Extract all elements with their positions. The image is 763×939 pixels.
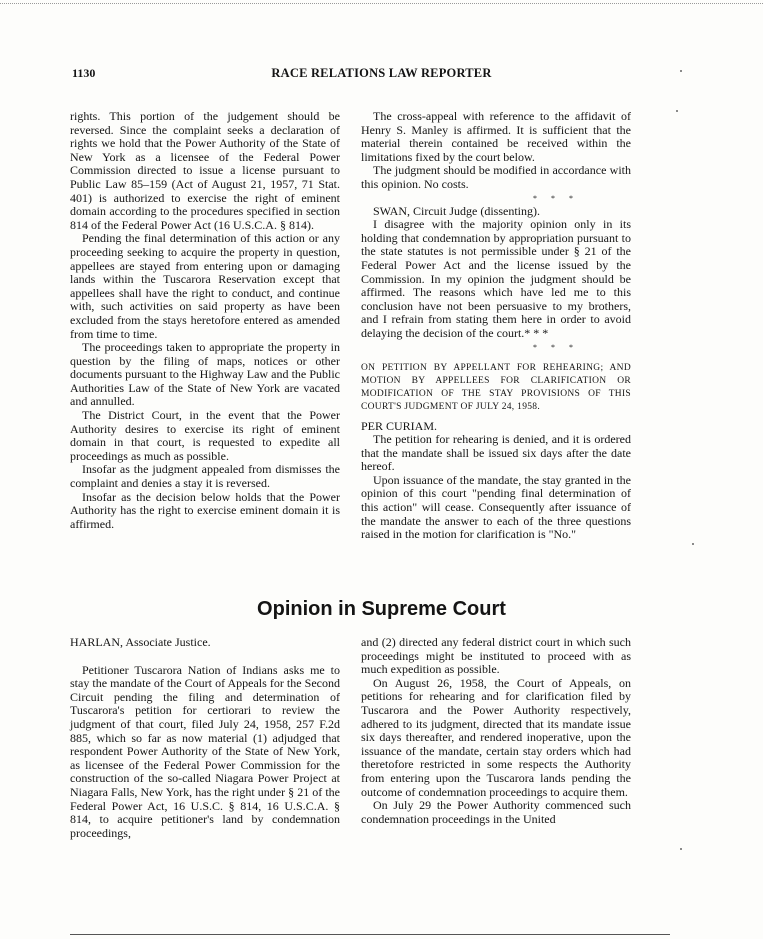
paragraph: and (2) directed any federal district court in which such proceedings might be instituted to proceed with as much expedition as possible. [361, 635, 631, 677]
scan-speck [676, 110, 678, 112]
author-line: HARLAN, Associate Justice. [70, 635, 211, 649]
lower-left-column [70, 636, 340, 840]
upper-left-column [70, 110, 340, 531]
paragraph: Petitioner Tuscarora Nation of Indians asks me to stay the mandate of the Court of Appeals for the Second Circuit pending the filing and determination of Tuscarora's petition for certiorari to review the judgment of that court, filed July 24, 1958, 257 F.2d 885, which so far as now material (1) adjudged that respondent Power Authority of the State of New York, as licensee of the Federal Power Commission for the construction of the so-called Niagara Power Project at Niagara Falls, New York, has the right under § 21 of the Federal Power Act, 16 U.S.C. § 814, 16 U.S.C.A. § 814, to acquire petitioner's land by condemnation proceedings, [70, 662, 340, 840]
paragraph: Insofar as the judgment appealed from dismisses the complaint and denies a stay it is reversed. [70, 462, 340, 491]
paragraph: On July 29 the Power Authority commenced such condemnation proceedings in the United [361, 798, 631, 826]
paragraph: Upon issuance of the mandate, the stay granted in the opinion of this court "pending final determination of this action" will cease. Consequently after issuance of the mandate the answer to each of the three questions raised in the motion for clarification is "No." [361, 472, 631, 542]
page-number: 1130 [72, 66, 96, 80]
lower-right-column [361, 636, 631, 826]
scan-speck [680, 70, 682, 72]
paragraph: The cross-appeal with reference to the affidavit of Henry S. Manley is affirmed. It is sufficient that the material therein contained be received within the limitations fixed by the court below. [361, 109, 631, 164]
paragraph: rights. This portion of the judgement should be reversed. Since the complaint seeks a declaration of rights we hold that the Power Authority of the State of New York as a licensee of the Federal Power Commission directed to issue a license pursuant to Public Law 85–159 (Act of August 21, 1957, 71 Stat. 401) is authorized to exercise the right of eminent domain according to the procedures specified in section 814 of the Federal Power Act (16 U.S.C.A. § 814). [70, 109, 340, 232]
upper-right-column [361, 110, 631, 542]
paragraph: The petition for rehearing is denied, and it is ordered that the mandate shall be issued six days after the date hereof. [361, 432, 631, 474]
paragraph: Pending the final determination of this action or any proceeding seeking to acquire the property in question, appellees are stayed from entering upon or damaging lands within the Tuscarora Reservation except that appellees shall have the right to conduct, and continue with, such activities on said property as have been excluded from the stays heretofore entered as amended from time to time. [70, 231, 340, 341]
paragraph: Insofar as the decision below holds that the Power Authority has the right to exercise eminent domain it is affirmed. [70, 489, 340, 531]
section-title: Opinion in Supreme Court [257, 598, 506, 620]
running-title: RACE RELATIONS LAW REPORTER [271, 66, 492, 80]
paragraph: On August 26, 1958, the Court of Appeals, on petitions for rehearing and for clarification filed by Tuscarora and the Power Authority respectively, adhered to its judgment, directed that its mandate issue six days thereafter, and rendered inoperative, upon the issuance of the mandate, certain stay orders which had theretofore restricted in some respects the Authority from entering upon the Tuscarora lands pending the outcome of condemnation proceedings to acquire them. [361, 675, 631, 799]
paragraph: I disagree with the majority opinion only in its holding that condemnation by appropriation pursuant to the state statutes is not permissible under § 21 of the Federal Power Act and the license issued by the Commission. In my opinion the judgment should be affirmed. The reasons which have led me to this conclusion have not been persuasive to my brothers, and I refrain from stating them here in order to avoid delaying the decision of the court.* * * [361, 217, 631, 340]
petition-caption: ON PETITION BY APPELLANT FOR REHEARING; AND MOTION BY APPELLEES FOR CLARIFICATION OR MODIFICATION OF THE STAY PROVISIONS OF THIS COURT'S JUDGMENT OF JULY 24, 1958. [361, 362, 631, 412]
per-curiam-heading: PER CURIAM. [361, 418, 438, 433]
section-break-stars: * * * [533, 342, 579, 352]
paragraph: The judgment should be modified in accordance with this opinion. No costs. [361, 163, 631, 191]
scan-speck [692, 543, 694, 545]
paragraph: The proceedings taken to appropriate the property in question by the filing of maps, notices or other documents pursuant to the Highway Law and the Public Authorities Law of the State of New York are vacated and annulled. [70, 340, 340, 409]
dissent-heading: SWAN, Circuit Judge (dissenting). [373, 203, 540, 218]
scan-speck [680, 848, 682, 850]
top-dotted-border [0, 3, 763, 4]
section-break-stars: * * * [533, 193, 579, 203]
bottom-rule [70, 934, 670, 935]
paragraph: The District Court, in the event that the Power Authority desires to exercise its right of eminent domain in that court, is requested to expedite all proceedings as much as possible. [70, 408, 340, 463]
